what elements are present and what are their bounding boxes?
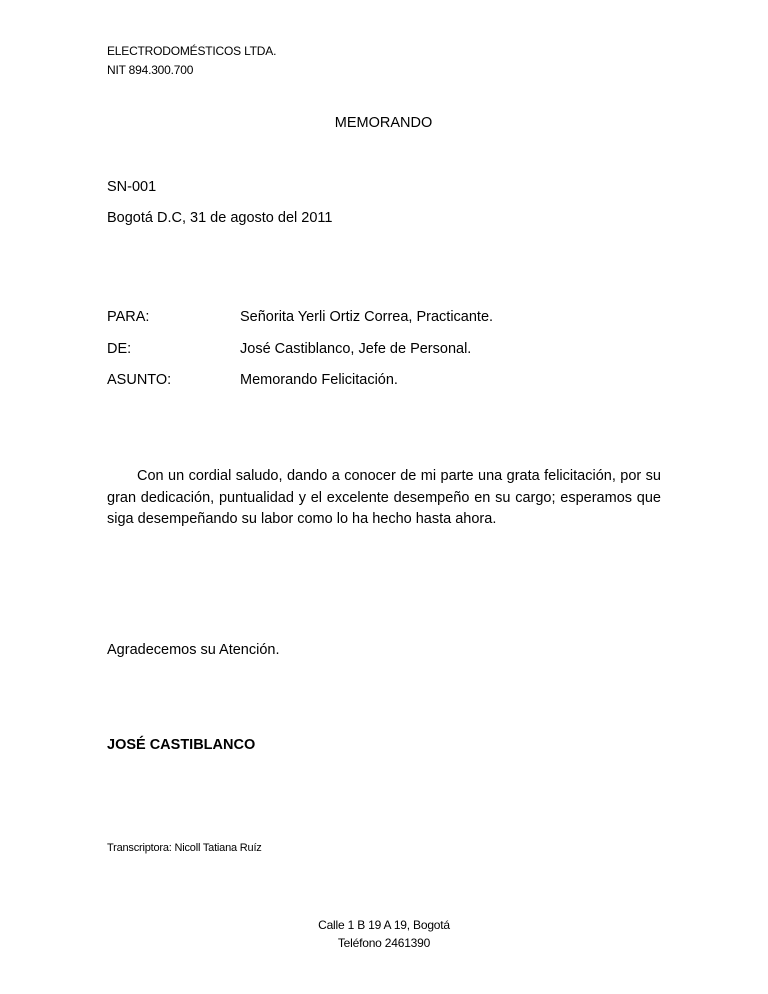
document-title-text: MEMORANDO bbox=[334, 115, 433, 131]
footer-address: Calle 1 B 19 A 19, Bogotá bbox=[318, 918, 450, 932]
memo-date: Bogotá D.C, 31 de agosto del 2011 bbox=[107, 210, 333, 226]
closing-line: Agradecemos su Atención. bbox=[107, 642, 280, 658]
memo-code: SN-001 bbox=[107, 179, 157, 195]
memo-body: Con un cordial saludo, dando a conocer de mi parte una grata felicitación, por su gran dedicación, puntualidad y el excelente desempeño en su cargo; esperamos que siga desempeñando su labor como lo ha hecho hasta ahora. bbox=[107, 468, 661, 527]
document-title bbox=[0, 115, 768, 131]
footer-phone: Teléfono 2461390 bbox=[337, 936, 431, 950]
company-name: ELECTRODOMÉSTICOS LTDA. bbox=[107, 44, 277, 58]
field-label-de: DE: bbox=[107, 341, 132, 357]
transcriber-line: Transcriptora: Nicoll Tatiana Ruíz bbox=[107, 842, 262, 854]
field-label-para: PARA: bbox=[107, 309, 150, 325]
field-value-para: Señorita Yerli Ortiz Correa, Practicante. bbox=[240, 309, 494, 325]
field-value-asunto: Memorando Felicitación. bbox=[240, 372, 398, 388]
field-label-asunto: ASUNTO: bbox=[107, 372, 172, 388]
company-nit: NIT 894.300.700 bbox=[107, 63, 194, 77]
field-value-de: José Castiblanco, Jefe de Personal. bbox=[240, 341, 472, 357]
signature-name: JOSÉ CASTIBLANCO bbox=[107, 737, 256, 753]
